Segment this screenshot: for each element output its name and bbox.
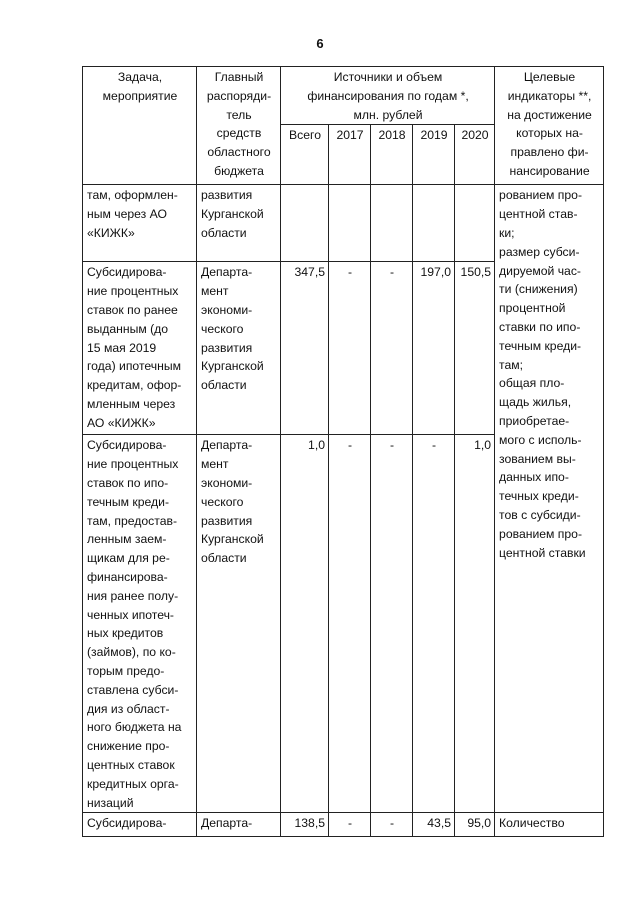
row-2017: - xyxy=(329,435,371,813)
row-total: 347,5 xyxy=(281,262,329,435)
row-2019 xyxy=(413,185,455,262)
row-2020 xyxy=(455,185,495,262)
header-row xyxy=(83,67,604,125)
row-task: Субсидирова- ние процентных ставок по ипо- течным креди- там, предостав- ленным заем- щикам для ре- финансирова- ния ранее полу- ченных ипотеч- ных кредитов (займов), по ко- торым предо- ставлена субси- дия из област- ного бюджета на снижение про- центных ставок кредитных орга- низаций xyxy=(83,435,197,813)
row-task: Субсидирова- ние процентных ставок по ранее выданным (до 15 мая 2019 года) ипотечным кредитам, офор- мленным через АО «КИЖК» xyxy=(83,262,197,435)
row-total: 138,5 xyxy=(281,813,329,837)
row-2019: 197,0 xyxy=(413,262,455,435)
row-2017 xyxy=(329,185,371,262)
header-targets: Целевые индикаторы **, на достижение которых на- правлено фи- нансирование xyxy=(495,67,604,185)
row-2018 xyxy=(371,185,413,262)
row-task: Субсидирова- xyxy=(83,813,197,837)
table-row xyxy=(83,185,604,262)
row-targets: Количество xyxy=(495,813,604,837)
row-admin: Департа- xyxy=(197,813,281,837)
row-2019: 43,5 xyxy=(413,813,455,837)
header-2019: 2019 xyxy=(413,125,455,185)
header-task: Задача, мероприятие xyxy=(83,67,197,185)
row-total: 1,0 xyxy=(281,435,329,813)
row-admin: Департа- мент экономи- ческого развития Курганской области xyxy=(197,262,281,435)
row-2020: 1,0 xyxy=(455,435,495,813)
row-2020: 150,5 xyxy=(455,262,495,435)
financing-table xyxy=(82,66,604,837)
header-2018: 2018 xyxy=(371,125,413,185)
header-total: Всего xyxy=(281,125,329,185)
row-admin: развития Курганской области xyxy=(197,185,281,262)
table-row xyxy=(83,813,604,837)
row-2017: - xyxy=(329,262,371,435)
page-number: 6 xyxy=(316,36,324,51)
header-sources: Источники и объем финансирования по годам *, млн. рублей xyxy=(281,67,495,125)
row-admin: Департа- мент экономи- ческого развития Курганской области xyxy=(197,435,281,813)
row-2018: - xyxy=(371,813,413,837)
header-2017: 2017 xyxy=(329,125,371,185)
row-targets: рованием про- центной став- ки; размер субси- дируемой час- ти (снижения) процентной ставки по ипо- течным креди- там; общая пло- щадь жилья, приобретае- мого с исполь- зованием вы- данных ипо- течных креди- тов с субсиди- рованием про- центной ставки xyxy=(495,185,604,813)
row-total xyxy=(281,185,329,262)
row-task: там, оформлен- ным через АО «КИЖК» xyxy=(83,185,197,262)
row-2018: - xyxy=(371,435,413,813)
row-2020: 95,0 xyxy=(455,813,495,837)
row-2018: - xyxy=(371,262,413,435)
row-2019: - xyxy=(413,435,455,813)
header-admin: Главный распоряди- тель средств областного бюджета xyxy=(197,67,281,185)
row-2017: - xyxy=(329,813,371,837)
header-2020: 2020 xyxy=(455,125,495,185)
